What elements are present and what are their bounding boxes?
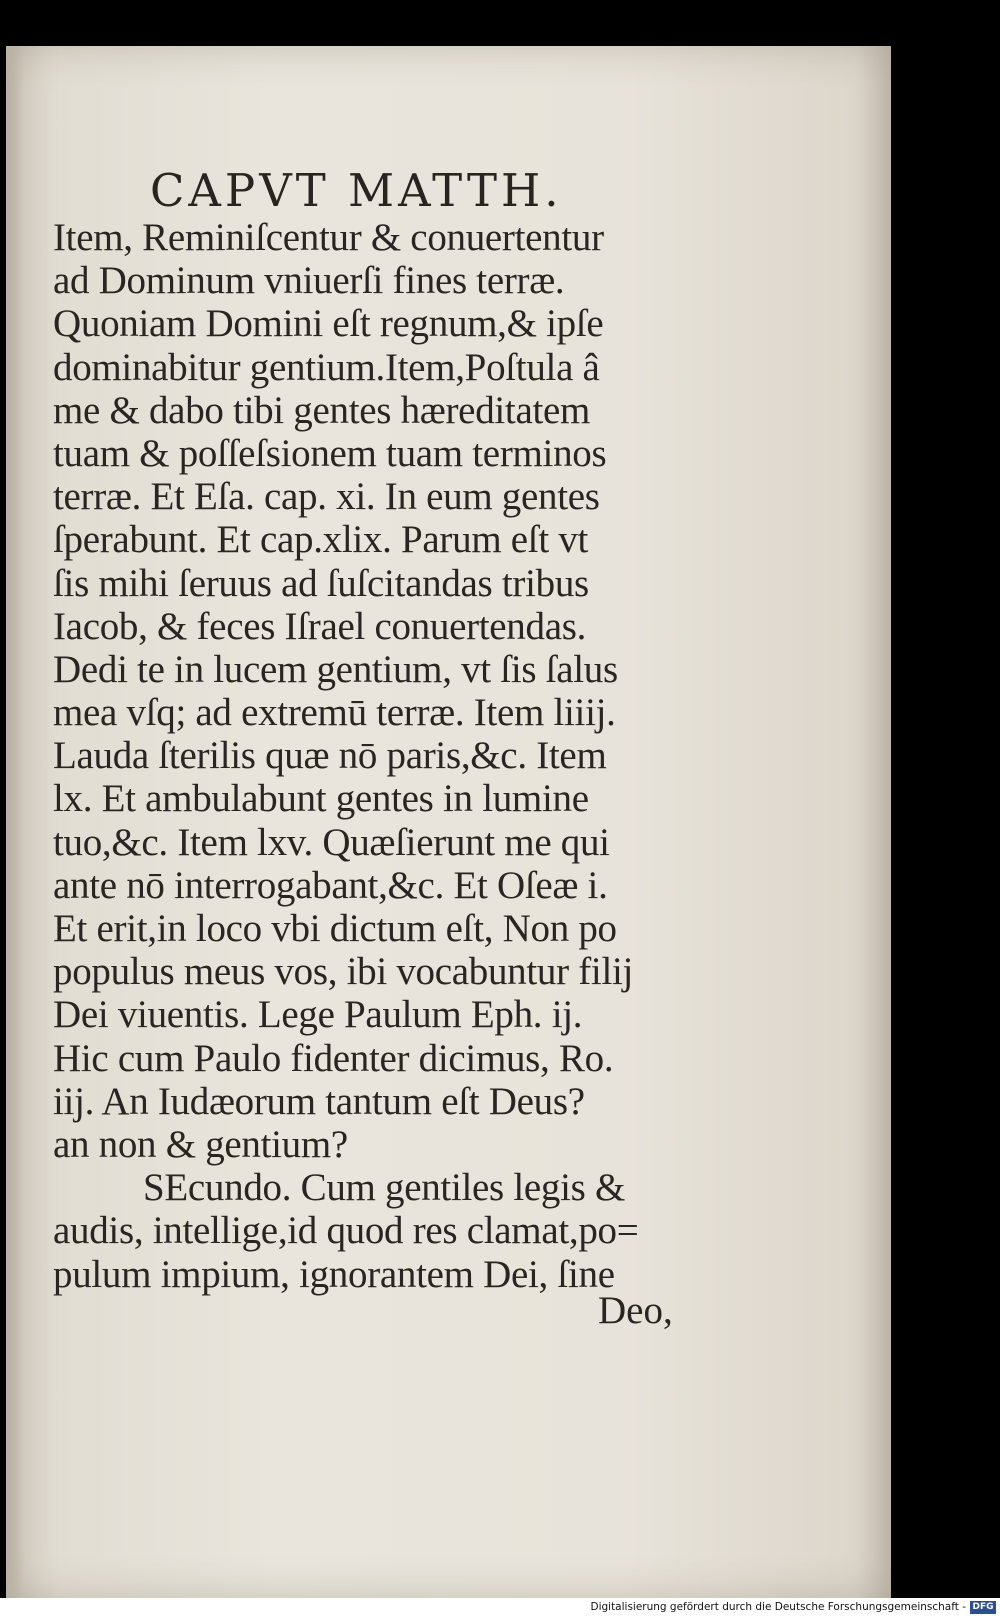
text-line: mea vſq; ad extremū terræ. Item liiij. (53, 691, 616, 735)
text-line: Dedi te in lucem gentium, vt ſis ſalus (53, 647, 618, 691)
catchword: Deo, (598, 1289, 673, 1332)
text-line: Lauda ſterilis quæ nō paris,&c. Item (53, 734, 607, 778)
page-gutter-shadow (6, 46, 24, 1598)
body-text (53, 216, 703, 1296)
footer-bar (0, 1598, 1000, 1618)
text-line: terræ. Et Eſa. cap. xi. In eum gentes (53, 475, 600, 519)
text-line: ſis mihi ſeruus ad ſuſcitandas tribus (53, 561, 589, 605)
running-head: CAPVT MATTH. (150, 164, 563, 217)
text-line: Hic cum Paulo fidenter dicimus, Ro. (53, 1036, 614, 1080)
text-line: ſperabunt. Et cap.xlix. Parum eſt vt (53, 518, 589, 562)
text-line: an non & gentium? (53, 1122, 348, 1166)
text-line: pulum impium, ignorantem Dei, ſine (53, 1252, 615, 1296)
text-line: lx. Et ambulabunt gentes in lumine (53, 777, 589, 821)
text-line: ad Dominum vniuerſi fines terræ. (53, 259, 565, 303)
text-line: me & dabo tibi gentes hæreditatem (53, 388, 591, 432)
text-line: audis, intellige,id quod res clamat,po= (53, 1209, 639, 1253)
text-line: Dei viuentis. Lege Paulum Eph. ij. (53, 993, 583, 1037)
text-line: Et erit,in loco vbi dictum eſt, Non po (53, 907, 617, 950)
funding-credit: Digitalisierung gefördert durch die Deutsche Forschungsgemeinschaft - (590, 1601, 966, 1613)
text-line: populus meus vos, ibi vocabuntur filij (53, 950, 634, 994)
text-line: tuam & poſſeſsionem tuam terminos (53, 431, 607, 475)
paragraph-first-line: SEcundo. Cum gentiles legis & (143, 1166, 626, 1210)
book-page (6, 46, 891, 1598)
text-line: Item, Reminiſcentur & conuertentur (53, 216, 604, 259)
text-line: Iacob, & feces Iſrael conuertendas. (53, 604, 587, 648)
text-line: iij. An Iudæorum tantum eſt Deus? (53, 1079, 585, 1123)
text-line: ante nō interrogabant,&c. Et Oſeæ i. (53, 863, 608, 907)
text-line: Quoniam Domini eſt regnum,& ipſe (53, 302, 604, 346)
text-line: dominabitur gentium.Item,Poſtula â (53, 345, 600, 389)
dfg-logo[interactable]: DFG (970, 1601, 996, 1614)
text-line: tuo,&c. Item lxv. Quæſierunt me qui (53, 820, 610, 864)
